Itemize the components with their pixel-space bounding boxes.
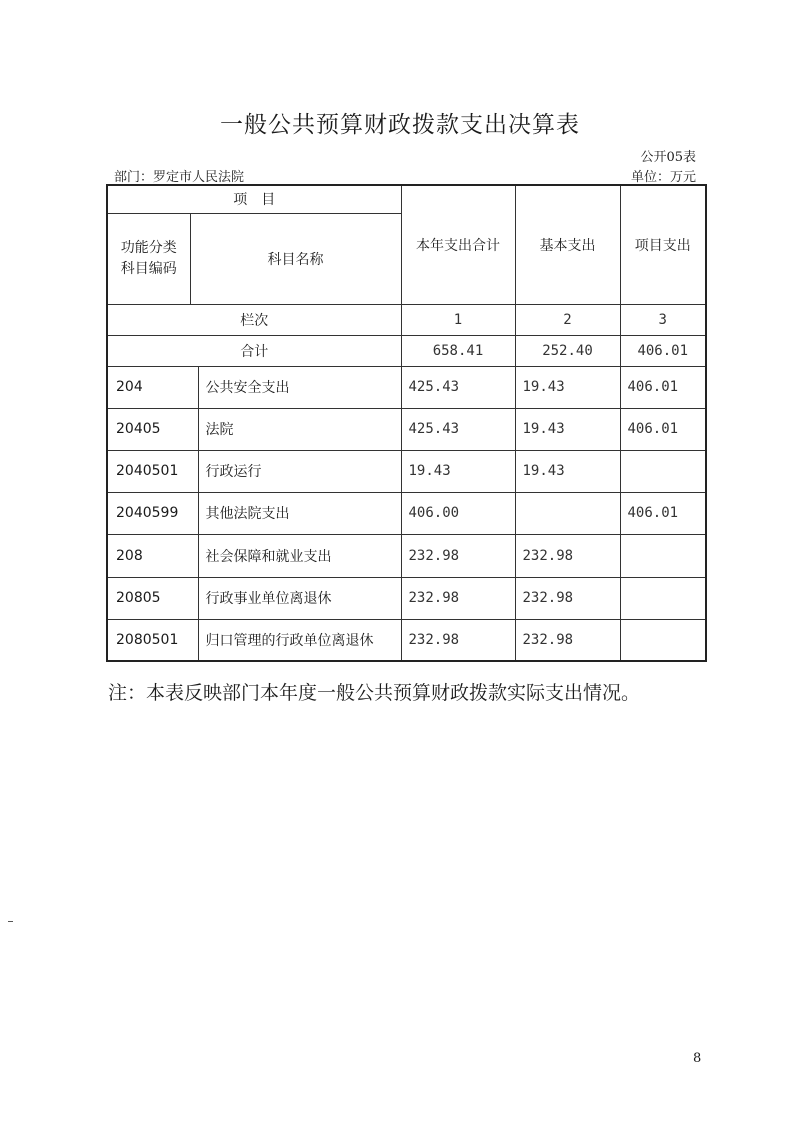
scan-mark: [8, 921, 13, 922]
lanci-2: 2: [515, 304, 620, 335]
total-col3: 406.01: [620, 335, 706, 366]
total-row: [107, 335, 706, 366]
table-row: [107, 450, 706, 492]
row-col3: 406.01: [620, 408, 706, 450]
row-col3: [620, 619, 706, 661]
unit-label: 单位：万元: [630, 170, 696, 185]
row-code: 208: [107, 534, 198, 577]
row-name: 其他法院支出: [198, 492, 401, 534]
row-col2: 19.43: [515, 450, 620, 492]
expenditure-table: [106, 184, 707, 662]
total-label: 合计: [107, 335, 401, 366]
row-code: 2040501: [107, 450, 198, 492]
row-col2: 232.98: [515, 577, 620, 619]
row-name: 公共安全支出: [198, 366, 401, 408]
row-name: 归口管理的行政单位离退休: [198, 619, 401, 661]
header-subject-name: 科目名称: [190, 213, 401, 304]
row-name: 社会保障和就业支出: [198, 534, 401, 577]
table-note: 注：本表反映部门本年度一般公共预算财政拨款实际支出情况。: [108, 682, 641, 704]
row-col2: 19.43: [515, 366, 620, 408]
row-code: 2080501: [107, 619, 198, 661]
row-col1: 232.98: [401, 534, 515, 577]
row-col1: 406.00: [401, 492, 515, 534]
header-item: 项 目: [107, 185, 401, 213]
row-col3: 406.01: [620, 492, 706, 534]
header-col1: 本年支出合计: [401, 185, 515, 304]
row-code: 20805: [107, 577, 198, 619]
department-label: 部门：罗定市人民法院: [114, 170, 245, 185]
lanci-row: [107, 304, 706, 335]
row-code: 20405: [107, 408, 198, 450]
total-col1: 658.41: [401, 335, 515, 366]
lanci-label: 栏次: [107, 304, 401, 335]
form-number: 公开05表: [640, 150, 696, 165]
table-row: [107, 492, 706, 534]
row-col1: 232.98: [401, 577, 515, 619]
row-code: 204: [107, 366, 198, 408]
header-col2: 基本支出: [515, 185, 620, 304]
row-name: 行政事业单位离退休: [198, 577, 401, 619]
lanci-1: 1: [401, 304, 515, 335]
row-col2: 232.98: [515, 534, 620, 577]
page-number: 8: [693, 1051, 702, 1066]
row-code: 2040599: [107, 492, 198, 534]
row-name: 行政运行: [198, 450, 401, 492]
header-func-code: 功能分类科目编码: [107, 213, 190, 304]
row-col2: 19.43: [515, 408, 620, 450]
row-col3: [620, 450, 706, 492]
lanci-3: 3: [620, 304, 706, 335]
table-row: [107, 619, 706, 661]
row-col2: [515, 492, 620, 534]
row-col1: 425.43: [401, 408, 515, 450]
row-col1: 232.98: [401, 619, 515, 661]
page-title: 一般公共预算财政拨款支出决算表: [220, 112, 580, 138]
table-row: [107, 366, 706, 408]
row-col3: [620, 534, 706, 577]
row-col1: 19.43: [401, 450, 515, 492]
table-row: [107, 577, 706, 619]
row-name: 法院: [198, 408, 401, 450]
row-col3: 406.01: [620, 366, 706, 408]
row-col2: 232.98: [515, 619, 620, 661]
table-row: [107, 534, 706, 577]
row-col1: 425.43: [401, 366, 515, 408]
header-col3: 项目支出: [620, 185, 706, 304]
header-row-1: [107, 185, 706, 213]
row-col3: [620, 577, 706, 619]
table-row: [107, 408, 706, 450]
total-col2: 252.40: [515, 335, 620, 366]
